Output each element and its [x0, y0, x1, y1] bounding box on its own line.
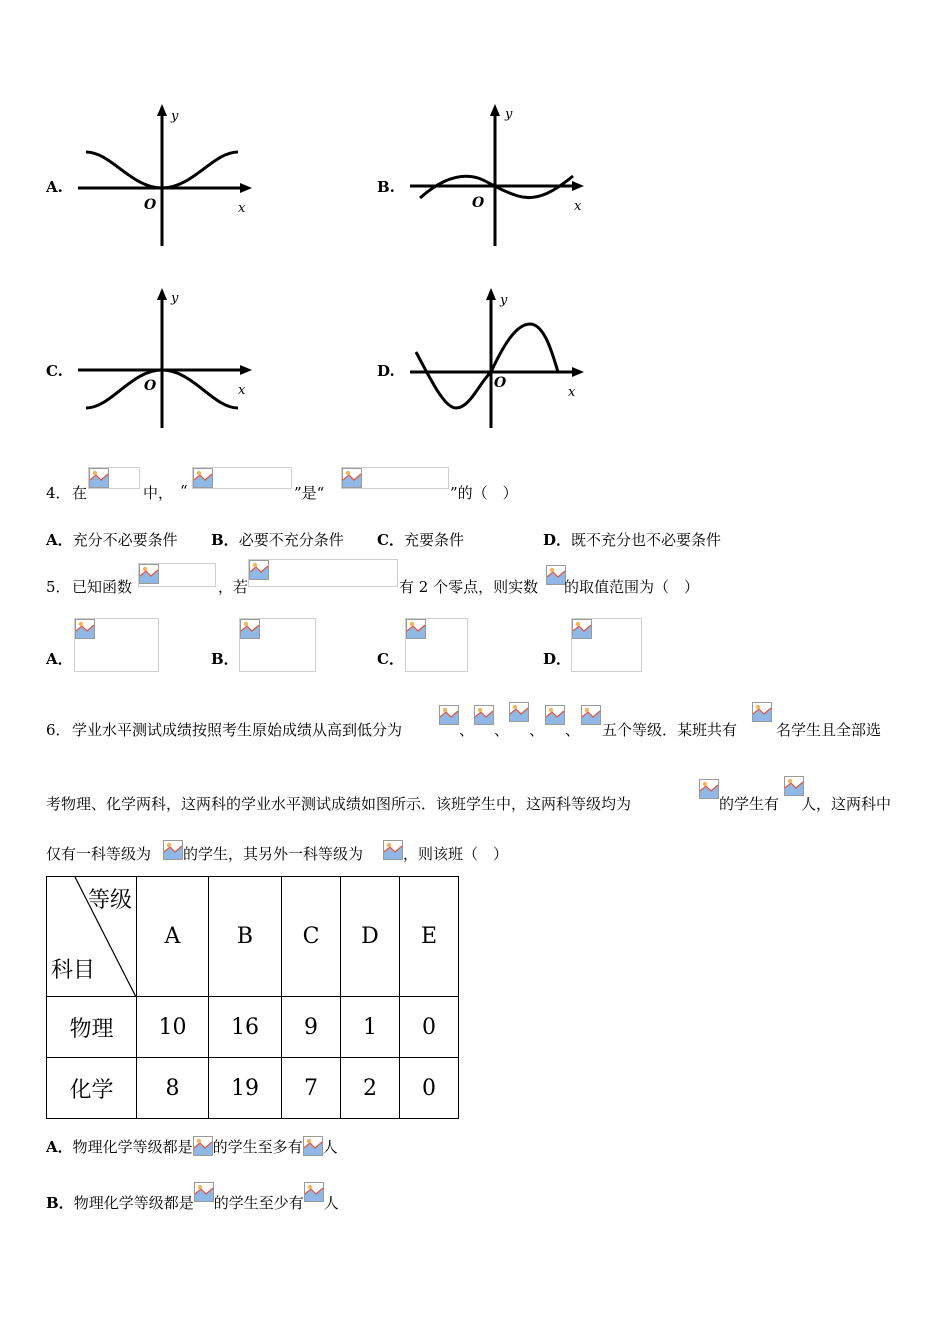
q5-option-d-formula	[571, 618, 642, 672]
image-placeholder-icon	[546, 565, 566, 585]
y-arrow	[157, 104, 167, 116]
value-cell: 0	[400, 1058, 459, 1119]
value-cell: 2	[341, 1058, 400, 1119]
q6-line3-b: 的学生，其另外一科等级为	[183, 845, 364, 863]
q5-option-d-label: D．	[543, 650, 572, 668]
q6-line2-a: 考物理、化学两科，这两科的学业水平测试成绩如图所示．该班学生中，这两科等级均为	[46, 795, 632, 813]
value-cell: 9	[282, 997, 341, 1058]
table-header-row	[47, 877, 459, 997]
q4-text-3: “	[180, 482, 188, 500]
value-cell: 8	[137, 1058, 209, 1119]
corner-top-label: 等级	[87, 888, 132, 913]
grade-image	[193, 1136, 213, 1156]
image-placeholder-icon	[75, 619, 95, 639]
value-cell: 1	[341, 997, 400, 1058]
q6-sep: 、	[459, 721, 475, 739]
q4-option-d: D．既不充分也不必要条件	[543, 531, 722, 549]
grade-e-image	[581, 705, 601, 725]
formula-image	[192, 467, 292, 489]
x-arrow	[572, 367, 584, 377]
option-d-label: D.	[377, 362, 395, 380]
grade-image	[163, 840, 183, 860]
grade-table	[46, 876, 459, 1119]
table-corner-cell	[47, 877, 137, 997]
grade-image	[699, 779, 719, 799]
corner-bottom-label: 科目	[51, 958, 96, 983]
q5-option-a-label: A．	[46, 650, 73, 668]
q4-text-5: ”的（ ）	[450, 484, 518, 502]
graph-option-b	[408, 100, 588, 250]
value-cell: 16	[209, 997, 282, 1058]
graph-option-d	[408, 286, 588, 436]
q6-line2-b: 的学生有	[719, 795, 780, 813]
value-cell: 7	[282, 1058, 341, 1119]
grade-header-cell: C	[282, 877, 341, 997]
class-size-image	[752, 702, 772, 722]
grade-image	[194, 1182, 214, 1202]
q4-text-1: 在	[72, 484, 88, 502]
x-arrow	[240, 183, 252, 193]
image-placeholder-icon	[406, 619, 426, 639]
q4-option-a: A．充分不必要条件	[46, 531, 178, 549]
graph-option-a	[76, 100, 256, 250]
grade-b-image	[474, 705, 494, 725]
q4-number: 4．	[46, 484, 71, 502]
count-image	[303, 1136, 323, 1156]
q4-text-2: 中，	[143, 484, 174, 502]
grade-header-cell: B	[209, 877, 282, 997]
y-arrow	[486, 288, 496, 300]
q5-number: 5．	[46, 578, 71, 596]
graph-option-c	[76, 286, 256, 436]
q5-option-c-label: C．	[377, 650, 404, 668]
q5-option-a-formula	[74, 618, 159, 672]
table-row	[47, 997, 459, 1058]
q5-option-b-label: B．	[211, 650, 239, 668]
grade-a-image	[439, 705, 459, 725]
x-label: x	[574, 199, 582, 214]
q5-text-3: 有 2 个零点，则实数	[399, 578, 539, 596]
y-label: y	[171, 291, 179, 306]
y-arrow	[490, 104, 500, 116]
image-placeholder-icon	[572, 619, 592, 639]
option-c-label: C.	[46, 362, 63, 380]
q6-line2-c: 人，这两科中	[801, 795, 892, 813]
y-label: y	[500, 293, 508, 308]
grade-image	[383, 840, 403, 860]
value-cell: 0	[400, 997, 459, 1058]
y-label: y	[505, 107, 513, 122]
image-placeholder-icon	[139, 564, 159, 584]
value-cell: 10	[137, 997, 209, 1058]
image-placeholder-icon	[342, 468, 362, 488]
origin-label: O	[144, 197, 157, 213]
formula-image	[138, 563, 216, 587]
image-placeholder-icon	[249, 560, 269, 580]
x-label: x	[238, 383, 246, 398]
grade-header-cell: D	[341, 877, 400, 997]
x-label: x	[568, 385, 576, 400]
q6-line1-a: 学业水平测试成绩按照考生原始成绩从高到低分为	[72, 721, 403, 739]
x-arrow	[240, 365, 252, 375]
formula-image	[248, 559, 398, 587]
q6-line3-c: ，则该班（ ）	[403, 845, 509, 863]
y-label: y	[171, 109, 179, 124]
grade-header-cell: A	[137, 877, 209, 997]
x-arrow	[572, 181, 584, 191]
q5-text-4: 的取值范围为（ ）	[564, 578, 700, 596]
q6-option-b: B．物理化学等级都是 的学生至少有 人	[46, 1182, 339, 1213]
q6-sep: 、	[529, 721, 545, 739]
formula-image	[341, 467, 449, 489]
q4-text-4: ”是“	[294, 484, 325, 502]
q6-line3-a: 仅有一科等级为	[46, 845, 152, 863]
subject-cell: 物理	[47, 997, 137, 1058]
option-a-label: A.	[46, 178, 63, 196]
table-row	[47, 1058, 459, 1119]
q6-sep: 、	[494, 721, 510, 739]
count-image	[304, 1182, 324, 1202]
curve	[416, 324, 558, 408]
q5-text-2: ，若	[218, 578, 249, 596]
x-label: x	[238, 201, 246, 216]
image-placeholder-icon	[193, 468, 213, 488]
q4-option-c: C．充要条件	[377, 531, 464, 549]
origin-label: O	[494, 375, 507, 391]
subject-cell: 化学	[47, 1058, 137, 1119]
formula-image	[546, 565, 566, 585]
image-placeholder-icon	[240, 619, 260, 639]
q6-line1-c: 名学生且全部选	[776, 721, 882, 739]
formula-image	[88, 467, 140, 489]
q4-option-b: B．必要不充分条件	[211, 531, 344, 549]
q6-option-a: A．物理化学等级都是 的学生至多有 人	[46, 1138, 338, 1156]
q6-line1-b: 五个等级．某班共有	[602, 721, 738, 739]
q6-number: 6．	[46, 721, 71, 739]
grade-header-cell: E	[400, 877, 459, 997]
grade-d-image	[545, 705, 565, 725]
q5-text-1: 已知函数	[72, 578, 133, 596]
q6-sep: 、	[565, 721, 581, 739]
origin-label: O	[144, 378, 157, 394]
q5-option-b-formula	[239, 618, 316, 672]
y-arrow	[157, 288, 167, 300]
value-cell: 19	[209, 1058, 282, 1119]
grade-c-image	[509, 702, 529, 722]
q5-option-c-formula	[405, 618, 468, 672]
image-placeholder-icon	[89, 468, 109, 488]
origin-label: O	[472, 195, 485, 211]
option-b-label: B.	[377, 178, 395, 196]
